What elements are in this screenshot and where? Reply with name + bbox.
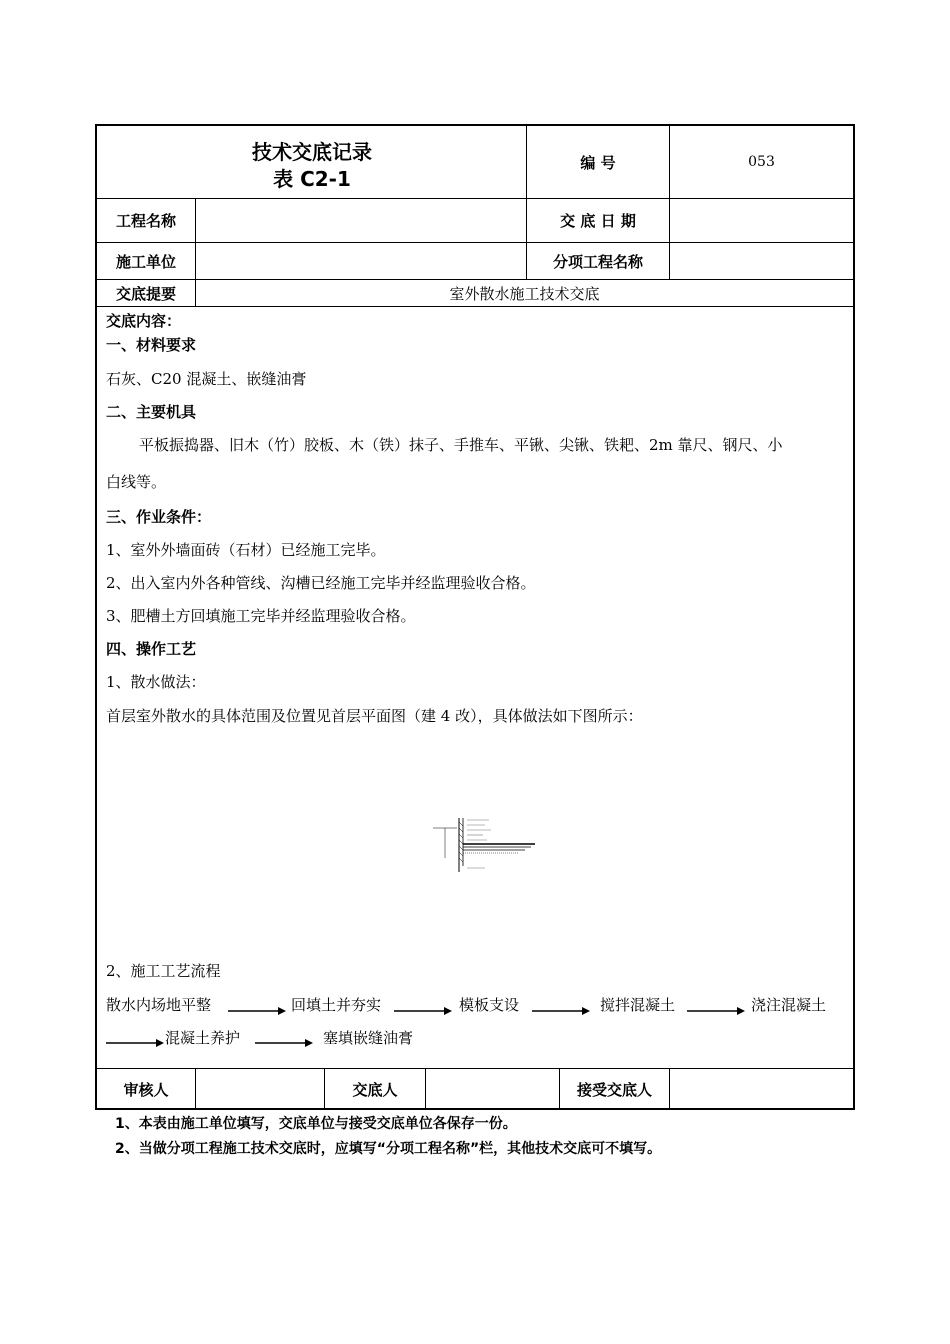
flow-arrow-icon <box>394 1005 452 1017</box>
flow-arrow-icon <box>106 1037 164 1049</box>
form-title: 技术交底记录 <box>252 140 372 164</box>
disclosure-form <box>95 124 855 1110</box>
date-field[interactable] <box>670 199 853 242</box>
section-tools-text: 平板振捣器、旧木（竹）胶板、木（铁）抹子、手推车、平锹、尖锹、铁耙、2m 靠尺、钢尺、小 <box>139 436 783 454</box>
content-heading: 交底内容： <box>106 312 182 330</box>
footnote: 2、当做分项工程施工技术交底时，应填写“分项工程名称”栏，其他技术交底可不填写。 <box>115 1141 662 1157</box>
process-item: 2、施工工艺流程 <box>106 962 221 980</box>
flow-step: 模板支设 <box>459 996 520 1014</box>
condition-item: 1、室外外墙面砖（石材）已经施工完毕。 <box>106 541 386 559</box>
flow-arrow-icon <box>228 1005 286 1017</box>
summary-value: 室外散水施工技术交底 <box>449 284 600 303</box>
date-label: 交 底 日 期 <box>560 212 636 230</box>
flow-arrow-icon <box>255 1037 313 1049</box>
number-value: 053 <box>748 154 775 170</box>
flow-arrow-icon <box>532 1005 590 1017</box>
flow-step: 浇注混凝土 <box>751 996 827 1014</box>
flow-arrow-icon <box>687 1005 745 1017</box>
project-name-label: 工程名称 <box>115 212 176 230</box>
form-code: 表 C2-1 <box>273 167 351 191</box>
reviewer-label: 审核人 <box>123 1081 169 1099</box>
condition-item: 2、出入室内外各种管线、沟槽已经施工完毕并经监理验收合格。 <box>106 574 536 592</box>
project-name-field[interactable] <box>196 199 526 242</box>
row-divider <box>97 306 853 307</box>
section-materials-title: 一、材料要求 <box>106 336 197 354</box>
section-conditions-title: 三、作业条件： <box>106 508 212 526</box>
discloser-label: 交底人 <box>352 1081 398 1099</box>
process-item: 1、散水做法： <box>106 673 206 691</box>
flow-step: 回填土并夯实 <box>291 996 382 1014</box>
flow-step: 散水内场地平整 <box>106 996 212 1014</box>
number-label: 编 号 <box>580 153 616 172</box>
summary-label: 交底提要 <box>115 284 176 303</box>
section-materials-text: 石灰、C20 混凝土、嵌缝油膏 <box>106 370 307 388</box>
flow-step: 搅拌混凝土 <box>600 996 676 1014</box>
receiver-label: 接受交底人 <box>576 1081 652 1099</box>
contractor-field[interactable] <box>196 243 526 279</box>
subproject-field[interactable] <box>670 243 853 279</box>
receiver-field[interactable] <box>670 1069 853 1110</box>
section-process-title: 四、操作工艺 <box>106 640 197 658</box>
discloser-field[interactable] <box>426 1069 559 1110</box>
condition-item: 3、肥槽土方回填施工完毕并经监理验收合格。 <box>106 607 416 625</box>
apron-section-drawing <box>427 816 539 876</box>
flow-step: 混凝土养护 <box>165 1029 241 1047</box>
flow-step: 塞填嵌缝油膏 <box>323 1029 414 1047</box>
section-tools-text-cont: 白线等。 <box>106 473 167 491</box>
process-item-text: 首层室外散水的具体范围及位置见首层平面图（建 4 改），具体做法如下图所示： <box>106 707 643 725</box>
footnote: 1、本表由施工单位填写，交底单位与接受交底单位各保存一份。 <box>115 1116 517 1132</box>
subproject-label: 分项工程名称 <box>552 252 643 271</box>
reviewer-field[interactable] <box>196 1069 324 1110</box>
contractor-label: 施工单位 <box>115 252 176 271</box>
section-tools-title: 二、主要机具 <box>106 403 197 421</box>
